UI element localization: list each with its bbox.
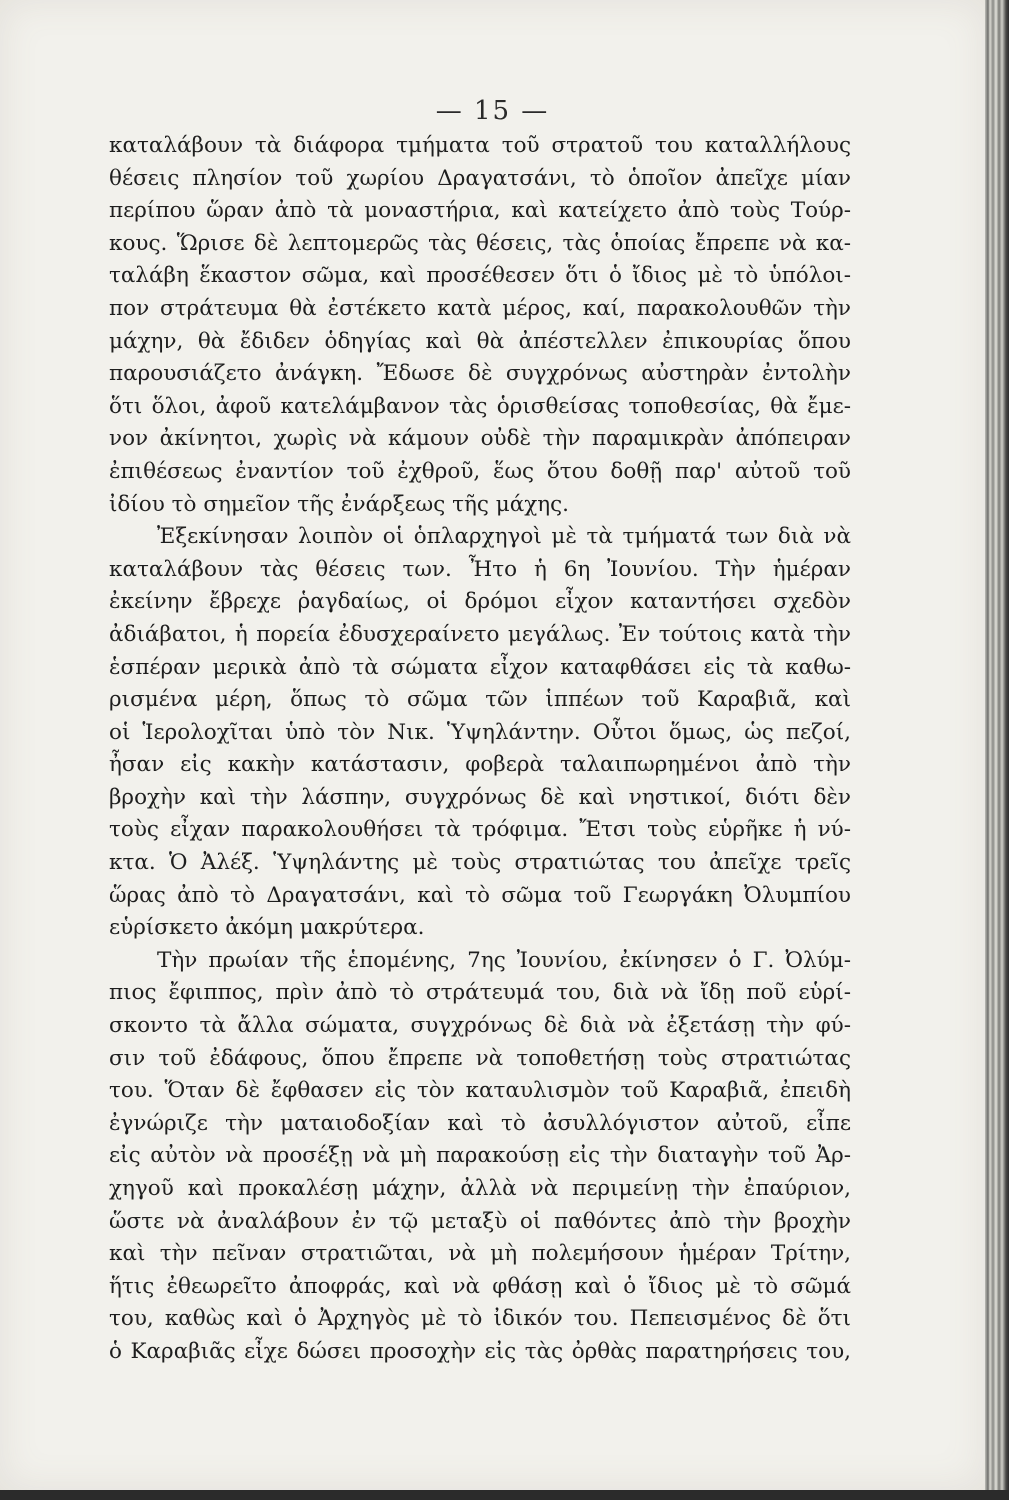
text-line: ὥστε νὰ ἀναλάβουν ἐν τῷ μεταξὺ οἱ παθόντες ἀπὸ τὴν βροχὴν: [109, 1208, 851, 1234]
text-line: ἰδίου τὸ σημεῖον τῆς ἐνάρξεως τῆς μάχης.: [109, 491, 570, 517]
text-line: ἐγνώριζε τὴν ματαιοδοξίαν καὶ τὸ ἀσυλλόγιστον αὐτοῦ, εἶπε: [109, 1110, 851, 1136]
text-line: χηγοῦ καὶ προκαλέσῃ μάχην, ἀλλὰ νὰ περιμείνῃ τὴν ἐπαύριον,: [109, 1176, 851, 1201]
text-line: οἱ Ἱερολοχῖται ὑπὸ τὸν Νικ. Ὑψηλάντην. Οὗτοι ὅμως, ὡς πεζοί,: [109, 719, 851, 745]
text-line: ἦσαν εἰς κακὴν κατάστασιν, φοβερὰ ταλαιπωρημένοι ἀπὸ τὴν: [109, 752, 851, 778]
text-line: εἰς αὐτὸν νὰ προσέξῃ νὰ μὴ παρακούσῃ εἰς τὴν διαταγὴν τοῦ Ἀρ-: [109, 1143, 851, 1169]
text-line: ὥρας ἀπὸ τὸ Δραγατσάνι, καὶ τὸ σῶμα τοῦ Γεωργάκη Ὀλυμπίου: [109, 882, 851, 908]
text-line: κους. Ὥρισε δὲ λεπτομερῶς τὰς θέσεις, τὰς ὁποίας ἔπρεπε νὰ κα-: [109, 230, 851, 256]
text-line: σκοντο τὰ ἄλλα σώματα, συγχρόνως δὲ διὰ νὰ ἐξετάσῃ τὴν φύ-: [109, 1013, 851, 1039]
text-line: εὑρίσκετο ἀκόμη μακρύτερα.: [109, 915, 425, 941]
text-line: ρισμένα μέρη, ὅπως τὸ σῶμα τῶν ἱππέων τοῦ Καραβιᾶ, καὶ: [109, 687, 851, 713]
text-line: ἐπιθέσεως ἐναντίον τοῦ ἐχθροῦ, ἕως ὅτου δοθῇ παρ' αὐτοῦ τοῦ: [109, 458, 851, 484]
page-stack-edge: [985, 0, 1009, 1500]
page-number: — 15 —: [435, 96, 550, 126]
text-line: καταλάβουν τὰς θέσεις των. Ἦτο ἡ 6η Ἰουνίου. Τὴν ἡμέραν: [109, 556, 851, 582]
text-line: ἀδιάβατοι, ἡ πορεία ἐδυσχεραίνετο μεγάλως. Ἐν τούτοις κατὰ τὴν: [109, 621, 851, 647]
text-line: ἥτις ἐθεωρεῖτο ἀποφράς, καὶ νὰ φθάσῃ καὶ ὁ ἴδιος μὲ τὸ σῶμά: [109, 1273, 851, 1299]
scan-background: [0, 1490, 1009, 1500]
text-line: περίπου ὥραν ἀπὸ τὰ μοναστήρια, καὶ κατείχετο ἀπὸ τοὺς Τούρ-: [109, 198, 851, 224]
body-text: [109, 130, 851, 1369]
text-line: Τὴν πρωίαν τῆς ἑπομένης, 7ης Ἰουνίου, ἐκίνησεν ὁ Γ. Ὀλύμ-: [157, 947, 851, 973]
text-line: σιν τοῦ ἐδάφους, ὅπου ἔπρεπε νὰ τοποθετήσῃ τοὺς στρατιώτας: [109, 1045, 851, 1071]
text-line: πον στράτευμα θὰ ἐστέκετο κατὰ μέρος, καί, παρακολουθῶν τὴν: [109, 295, 851, 321]
text-line: ἑσπέραν μερικὰ ἀπὸ τὰ σώματα εἶχον καταφθάσει εἰς τὰ καθω-: [109, 654, 851, 680]
text-line: ὁ Καραβιᾶς εἶχε δώσει προσοχὴν εἰς τὰς ὀρθὰς παρατηρήσεις του,: [109, 1338, 851, 1364]
text-line: θέσεις πλησίον τοῦ χωρίου Δραγατσάνι, τὸ ὁποῖον ἀπεῖχε μίαν: [109, 165, 851, 191]
text-line: ἐκείνην ἔβρεχε ῥαγδαίως, οἱ δρόμοι εἶχον καταντήσει σχεδὸν: [109, 589, 851, 615]
text-line: ὅτι ὅλοι, ἀφοῦ κατελάμβανον τὰς ὁρισθείσας τοποθεσίας, θὰ ἔμε-: [109, 393, 851, 419]
paragraph-3: [109, 945, 851, 1369]
text-line: πιος ἔφιππος, πρὶν ἀπὸ τὸ στράτευμά του, διὰ νὰ ἴδῃ ποῦ εὑρί-: [109, 980, 851, 1006]
text-line: καταλάβουν τὰ διάφορα τμήματα τοῦ στρατοῦ του καταλλήλους: [109, 133, 851, 158]
text-line: βροχὴν καὶ τὴν λάσπην, συγχρόνως δὲ καὶ νηστικοί, διότι δὲν: [109, 784, 851, 810]
text-line: καὶ τὴν πεῖναν στρατιῶται, νὰ μὴ πολεμήσουν ἡμέραν Τρίτην,: [109, 1241, 851, 1267]
text-line: τοὺς εἶχαν παρακολουθήσει τὰ τρόφιμα. Ἔτσι τοὺς εὑρῆκε ἡ νύ-: [109, 817, 851, 843]
text-line: μάχην, θὰ ἔδιδεν ὁδηγίας καὶ θὰ ἀπέστελλεν ἐπικουρίας ὅπου: [109, 328, 851, 354]
text-line: κτα. Ὁ Ἀλέξ. Ὑψηλάντης μὲ τοὺς στρατιώτας του ἀπεῖχε τρεῖς: [109, 850, 851, 876]
paragraph-1: [109, 130, 851, 521]
text-line: Ἐξεκίνησαν λοιπὸν οἱ ὁπλαρχηγοὶ μὲ τὰ τμήματά των διὰ νὰ: [157, 524, 851, 550]
text-line: του. Ὅταν δὲ ἔφθασεν εἰς τὸν καταυλισμὸν τοῦ Καραβιᾶ, ἐπειδὴ: [109, 1078, 851, 1104]
text-line: του, καθὼς καὶ ὁ Ἀρχηγὸς μὲ τὸ ἰδικόν του. Πεπεισμένος δὲ ὅτι: [109, 1306, 851, 1332]
paragraph-2: [109, 521, 851, 945]
text-line: νον ἀκίνητοι, χωρὶς νὰ κάμουν οὐδὲ τὴν παραμικρὰν ἀπόπειραν: [109, 426, 851, 452]
text-line: ταλάβη ἕκαστον σῶμα, καὶ προσέθεσεν ὅτι ὁ ἴδιος μὲ τὸ ὑπόλοι-: [109, 263, 851, 289]
text-line: παρουσιάζετο ἀνάγκη. Ἔδωσε δὲ συγχρόνως αὐστηρὰν ἐντολὴν: [109, 361, 851, 387]
